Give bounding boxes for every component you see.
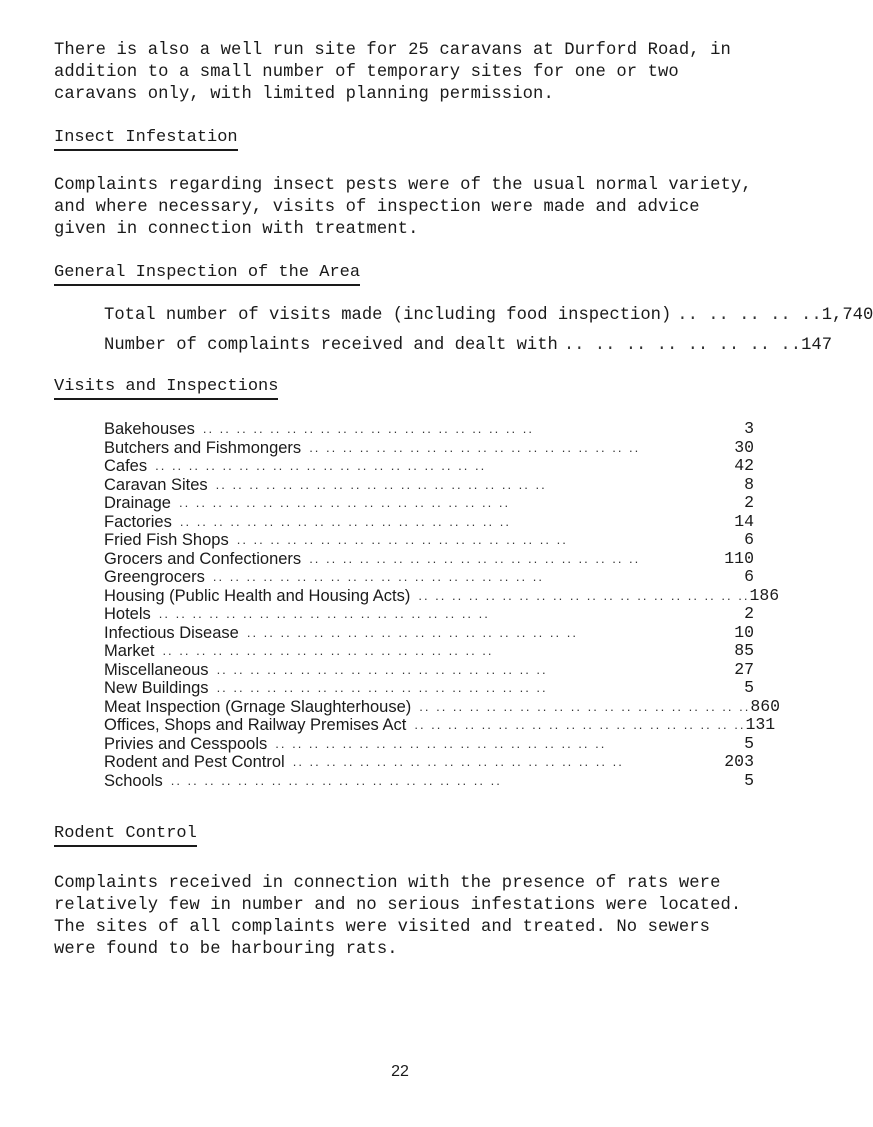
visits-row-label: Miscellaneous bbox=[104, 660, 209, 679]
insect-paragraph: Complaints regarding insect pests were of the usual normal variety, and where necessary, visits of inspection were made and advice given in connection with treatment. bbox=[54, 176, 752, 239]
leader-dots: .. .. .. .. .. .. .. .. .. .. .. .. .. .. .. .. .. .. .. .. bbox=[246, 624, 578, 640]
leader-dots: .. .. .. .. .. .. .. .. .. .. .. .. .. .. .. .. .. .. .. .. bbox=[158, 606, 490, 621]
leader-dots: .. .. .. .. .. .. .. .. .. .. .. .. .. .. .. .. .. .. .. .. bbox=[414, 717, 746, 732]
visits-row-value: 186 bbox=[749, 585, 780, 605]
visits-row bbox=[104, 420, 754, 439]
insect-infestation-heading: Insect Infestation bbox=[54, 128, 238, 151]
leader-dots: .. .. .. .. .. .. .. .. .. .. .. .. .. .. .. .. .. .. .. .. bbox=[309, 439, 641, 455]
leader-dots: .. .. .. .. .. .. .. .. .. .. .. .. .. .. .. .. .. .. .. .. bbox=[212, 569, 544, 584]
total-visits-label: Total number of visits made (including food inspection) bbox=[104, 306, 672, 325]
leader-dots: .. .. .. .. .. .. .. .. .. .. .. .. .. .. .. .. .. .. .. .. bbox=[162, 643, 494, 658]
visits-row-value: 30 bbox=[734, 437, 754, 457]
visits-row-value: 5 bbox=[744, 733, 754, 753]
leader-dots: .. .. .. .. .. .. .. .. .. .. .. .. .. .. .. .. .. .. .. .. bbox=[216, 661, 548, 677]
visits-row-value: 2 bbox=[744, 604, 754, 623]
visits-row-label: Factories bbox=[104, 512, 172, 531]
visits-row-label: Drainage bbox=[104, 494, 171, 512]
visits-row-label: New Buildings bbox=[104, 679, 209, 697]
visits-row-label: Privies and Cesspools bbox=[104, 734, 268, 753]
visits-row bbox=[104, 494, 754, 513]
complaints-value: 147 bbox=[801, 336, 833, 355]
leader-dots: .. .. .. .. .. bbox=[677, 306, 822, 325]
intro-paragraph: There is also a well run site for 25 caravans at Durford Road, in addition to a small number of temporary sites for one or two caravans only, with limited planning permission. bbox=[54, 41, 731, 104]
visits-row bbox=[104, 696, 781, 717]
visits-row-label: Rodent and Pest Control bbox=[104, 753, 285, 771]
visits-row bbox=[104, 550, 754, 569]
leader-dots: .. .. .. .. .. .. .. .. .. .. .. .. .. .. .. .. .. .. .. .. bbox=[309, 550, 641, 566]
visits-row-value: 110 bbox=[724, 548, 754, 568]
visits-row bbox=[104, 661, 754, 680]
visits-row-value: 2 bbox=[744, 493, 754, 512]
total-visits-value: 1,740 bbox=[821, 306, 873, 325]
visits-row-label: Schools bbox=[104, 771, 163, 790]
visits-row-value: 860 bbox=[750, 696, 781, 716]
total-visits-row bbox=[104, 301, 873, 331]
visits-row bbox=[104, 679, 754, 698]
document-page bbox=[54, 40, 873, 961]
leader-dots: .. .. .. .. .. .. .. .. .. .. .. .. .. .. .. .. .. .. .. .. bbox=[419, 698, 751, 714]
leader-dots: .. .. .. .. .. .. .. .. .. .. .. .. .. .. .. .. .. .. .. .. bbox=[178, 495, 511, 510]
visits-row-label: Infectious Disease bbox=[104, 623, 239, 642]
visits-row-value: 14 bbox=[734, 511, 754, 531]
visits-row-label: Caravan Sites bbox=[104, 475, 208, 494]
visits-row bbox=[104, 605, 754, 624]
leader-dots: .. .. .. .. .. .. .. .. .. .. .. .. .. .. .. .. .. .. .. .. bbox=[179, 513, 511, 529]
rodent-control-heading: Rodent Control bbox=[54, 824, 197, 847]
visits-row bbox=[104, 568, 754, 587]
visits-row-label: Offices, Shops and Railway Premises Act bbox=[104, 716, 407, 734]
visits-inspections-heading: Visits and Inspections bbox=[54, 377, 278, 400]
visits-row bbox=[104, 715, 776, 735]
visits-row-value: 203 bbox=[724, 752, 754, 771]
visits-row-label: Cafes bbox=[104, 457, 148, 475]
visits-row-label: Market bbox=[104, 642, 155, 660]
leader-dots: .. .. .. .. .. .. .. .. bbox=[563, 336, 802, 355]
visits-row bbox=[104, 457, 754, 476]
visits-row-label: Housing (Public Health and Housing Acts) bbox=[104, 586, 411, 605]
complaints-label: Number of complaints received and dealt with bbox=[104, 336, 558, 355]
visits-row-label: Grocers and Confectioners bbox=[104, 549, 302, 568]
visits-row-label: Butchers and Fishmongers bbox=[104, 438, 302, 457]
visits-row-label: Greengrocers bbox=[104, 568, 205, 586]
visits-row bbox=[104, 772, 754, 791]
visits-row-label: Hotels bbox=[104, 605, 151, 623]
visits-row bbox=[104, 624, 754, 643]
visits-row-value: 8 bbox=[744, 474, 754, 494]
visits-row-value: 5 bbox=[744, 770, 754, 790]
visits-list bbox=[104, 419, 781, 790]
general-totals bbox=[104, 301, 873, 361]
visits-row-value: 42 bbox=[734, 456, 754, 475]
visits-row-value: 6 bbox=[744, 567, 754, 586]
visits-row bbox=[104, 513, 754, 532]
general-inspection-heading: General Inspection of the Area bbox=[54, 263, 360, 286]
visits-row-value: 85 bbox=[734, 641, 754, 660]
leader-dots: .. .. .. .. .. .. .. .. .. .. .. .. .. .. .. .. .. .. .. .. bbox=[236, 532, 568, 547]
visits-row bbox=[104, 642, 754, 661]
leader-dots: .. .. .. .. .. .. .. .. .. .. .. .. .. .. .. .. .. .. .. .. bbox=[216, 680, 548, 695]
rodent-paragraph: Complaints received in connection with the presence of rats were relatively few in number and no serious infestations were located. The sites of all complaints were visited and treated. No sewers were found to be harbouring rats. bbox=[54, 874, 742, 959]
leader-dots: .. .. .. .. .. .. .. .. .. .. .. .. .. .. .. .. .. .. .. .. bbox=[202, 421, 534, 436]
complaints-row bbox=[104, 331, 833, 361]
visits-row-label: Meat Inspection (Grnage Slaughterhouse) bbox=[104, 697, 412, 716]
visits-row bbox=[104, 735, 754, 754]
leader-dots: .. .. .. .. .. .. .. .. .. .. .. .. .. .. .. .. .. .. .. .. bbox=[215, 476, 547, 492]
visits-row-value: 10 bbox=[734, 622, 754, 642]
visits-row-value: 5 bbox=[744, 678, 754, 697]
visits-row bbox=[104, 753, 754, 772]
visits-row-label: Bakehouses bbox=[104, 420, 195, 438]
visits-row-value: 6 bbox=[744, 530, 754, 549]
page-number: 22 bbox=[391, 1063, 409, 1080]
visits-row bbox=[104, 476, 754, 495]
leader-dots: .. .. .. .. .. .. .. .. .. .. .. .. .. .. .. .. .. .. .. .. bbox=[170, 772, 502, 788]
visits-row-value: 131 bbox=[745, 715, 776, 734]
visits-row bbox=[104, 439, 754, 458]
leader-dots: .. .. .. .. .. .. .. .. .. .. .. .. .. .. .. .. .. .. .. .. bbox=[292, 754, 624, 769]
leader-dots: .. .. .. .. .. .. .. .. .. .. .. .. .. .. .. .. .. .. .. .. bbox=[418, 587, 750, 603]
visits-row bbox=[104, 531, 754, 550]
leader-dots: .. .. .. .. .. .. .. .. .. .. .. .. .. .. .. .. .. .. .. .. bbox=[275, 735, 607, 751]
visits-row-label: Fried Fish Shops bbox=[104, 531, 229, 549]
leader-dots: .. .. .. .. .. .. .. .. .. .. .. .. .. .. .. .. .. .. .. .. bbox=[155, 458, 487, 473]
visits-row-value: 27 bbox=[734, 659, 754, 679]
visits-row-value: 3 bbox=[744, 419, 754, 438]
visits-row bbox=[104, 585, 780, 606]
